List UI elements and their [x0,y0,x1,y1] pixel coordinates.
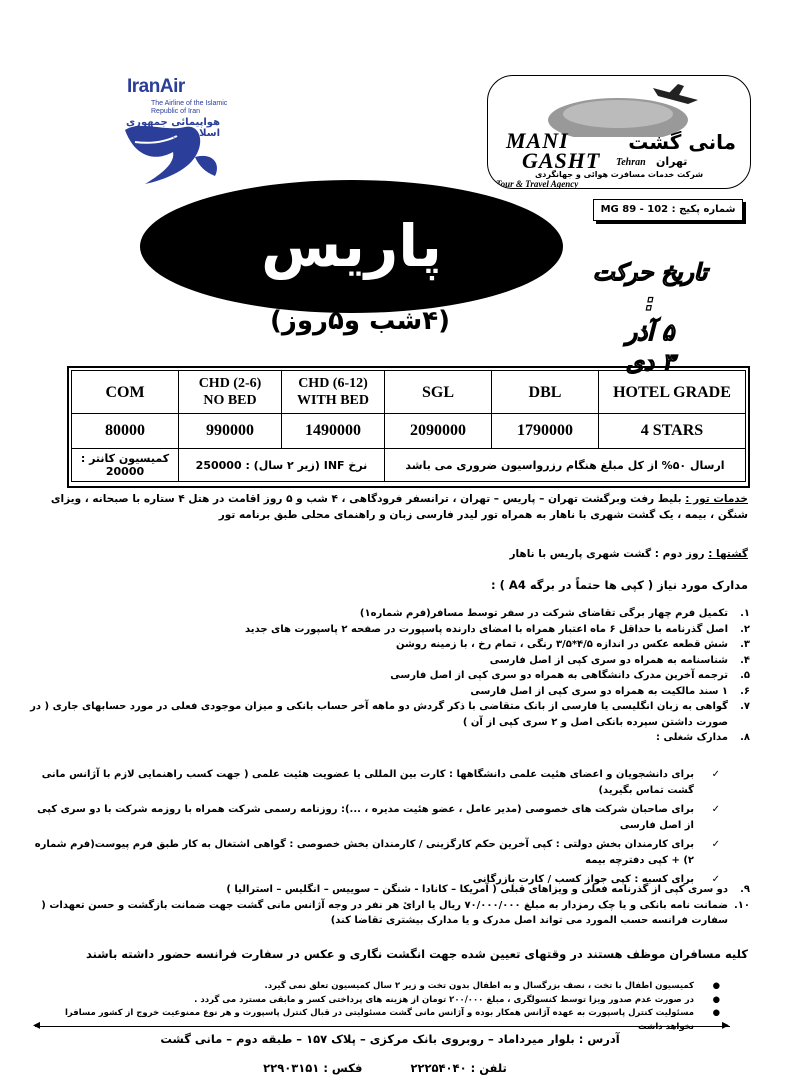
agency-subtitle: شرکت خدمات مسافرت هوائی و جهانگردی [534,170,704,179]
value-chd-withbed: 1490000 [282,414,385,449]
doc-text: شناسنامه به همراه دو سری کپی از اصل فارسی [489,654,728,666]
doc-text: تکمیل فرم چهار برگی تقاضای شرکت در سفر توسط مسافر(فرم شماره۱) [359,608,728,619]
duration: (۴شب و۵روز) [270,306,450,336]
departure-date-2: ۳ دی [625,350,675,376]
job-docs-list [30,767,720,888]
title-oval [140,180,563,313]
doc-item-10 [30,898,750,929]
tours-text: روز دوم : گشت شهری پاریس با ناهار [509,548,709,560]
rule-item-2 [40,994,720,1008]
footer-fax: فکس : ۲۲۹۰۳۱۵۱ [263,1061,363,1075]
header-sgl: SGL [385,371,492,414]
departure-date-1: ۵ آذر [625,320,675,346]
services-label: خدمات تور : [685,493,748,505]
doc-item-8 [30,730,750,746]
doc-item-3 [30,637,750,653]
agency-name-2: GASHT [522,148,601,173]
doc-text: ۱ سند مالکیت به همراه دو سری کپی از اصل فارسی [470,685,728,697]
doc-item-7 [30,699,750,730]
price-notes-row [72,449,746,482]
note-deposit: ارسال ۵۰% از کل مبلغ هنگام رزرواسیون ضروری می باشد [385,449,746,482]
services-text: بلیط رفت وبرگشت تهران – پاریس – تهران ، ترانسفر فرودگاهی ، ۴ شب و ۵ روز اقامت در هتل ۴ ستاره با صبحانه ، ویزای شنگن ، بیمه ، یک گشت شهری با ناهار به همراه تور لیدر فارسی زبان و راهنمای محلی طبق برنامه تور [50,493,748,521]
check-icon: ✓ [711,839,720,850]
agency-english: Tour & Travel Agency [496,179,579,189]
iranair-tagline: The Airline of the Islamic Republic of Iran [151,100,228,115]
rule-item-1 [40,980,720,994]
header-hotel-grade: HOTEL GRADE [599,371,746,414]
doc-num: ۸. [740,732,750,743]
price-table [67,366,750,488]
doc-text: مدارک شغلی : [655,732,728,743]
doc-item-1 [30,606,750,622]
check-icon: ✓ [711,769,720,780]
job-doc-text: برای صاحبان شرکت های خصوصی (مدیر عامل ، عضو هئیت مدیره ، ...): روزنامه رسمی شرکت همراه با روزمه شرکت با دو سری کپی از اصل فارسی [37,804,694,831]
footer-contact [260,1060,510,1076]
value-com: 80000 [72,414,179,449]
doc-text: دو سری کپی از گذرنامه فعلی و ویزاهای قبلی ( آمریکا – کانادا - شنگن – سوییس – انگلیس – استرالیا ) [226,884,728,895]
doc-item-2 [30,622,750,638]
docs-list-more [30,882,750,929]
price-header-row [72,371,746,414]
bullet-icon: ● [712,1008,720,1018]
agency-name-fa: مانی گشت [628,130,736,154]
doc-num: ۱. [740,608,750,619]
docs-title: مدارک مورد نیاز ( کپی ها حتماً در برگه A4 ) : [491,578,748,592]
note-infant: نرخ INF (زیر ۲ سال) : 250000 [179,449,385,482]
doc-text: گواهی به زبان انگلیسی یا فارسی از بانک متقاضی با ذکر گردش دو ماهه آخر حساب بانکی و میزان موجودی فعلی در مورد حسابهای جاری ( در صورت داشتن سپرده بانکی اصل و ۲ سری کپی از آن ) [30,701,728,728]
header-dbl: DBL [492,371,599,414]
footer-phone: تلفن : ۲۲۲۵۴۰۴۰ [410,1061,507,1075]
doc-item-4 [30,653,750,669]
services [40,491,748,523]
departure-dates [585,258,715,378]
footer-divider [35,1026,730,1027]
iranair-fa: هواپیمائی جمهوری اسلامی ایران [126,117,220,139]
doc-text: شش قطعه عکس در اندازه ۴/۵*۳/۵ رنگی ، تمام رخ ، با زمینه روشن [396,639,728,650]
doc-num: ۱۰. [733,899,750,911]
doc-num: ۷. [740,701,750,712]
job-doc-item-2 [30,802,720,833]
bullet-icon: ● [712,994,720,1005]
rule-text: مسئولیت کنترل پاسپورت به عهده آژانس همکار بوده و آژانس مانی گشت مسئولیتی در قبال کنترل پاسپورت و هر نوع ممنوعیت خروج از کشور مسافرا نخواهد داشت [64,1008,694,1032]
footer-address: آدرس : بلوار میرداماد – روبروی بانک مرکزی – پلاک ۱۵۷ – طبقه دوم – مانی گشت [160,1032,620,1046]
value-dbl: 1790000 [492,414,599,449]
price-value-row [72,414,746,449]
doc-num: ۳. [740,639,750,650]
divider-right-arrow-icon: ▸ [722,1017,730,1033]
iranair-logo [95,72,265,192]
fingerprint-notice: کلیه مسافران موظف هستند در وقتهای تعیین شده جهت انگشت نگاری و عکس در سفارت فرانسه حضور داشته باشند [86,947,748,961]
job-doc-text: برای کارمندان بخش دولتی : کپی آخرین حکم کارگزینی / کارمندان بخش خصوصی : گواهی اشتغال به کار طبق فرم پیوست(فرم شماره ۲) + کپی دفترچه بیمه [34,839,694,866]
doc-item-6 [30,684,750,700]
iranair-brand: IranAir [127,76,185,97]
doc-num: ۲. [740,623,750,635]
job-doc-text: برای کسبه : کپی جواز کسب / کارت بازرگانی [472,874,694,885]
doc-num: ۶. [740,685,750,697]
departure-label: تاریخ حرکت : [592,260,708,316]
rule-item-3 [40,1007,720,1034]
job-doc-text: برای دانشجویان و اعضای هئیت علمی دانشگاهها : کارت بین المللی یا عضویت هئیت علمی ( جهت کسب راهنمایی لازم با آژانس مانی گشت تماس بگیرید) [41,769,694,796]
doc-item-9 [30,882,750,898]
check-icon: ✓ [711,874,720,885]
check-icon: ✓ [711,804,720,815]
header-chd-nobed: CHD (2-6) NO BED [179,371,282,414]
doc-item-5 [30,668,750,684]
header-chd-withbed: CHD (6-12) WITH BED [282,371,385,414]
bullet-icon: ● [712,981,720,991]
doc-text: ترجمه آخرین مدرک دانشگاهی به همراه دو سری کپی از اصل فارسی [390,670,728,681]
tours [40,546,748,562]
package-number: شماره پکیج : MG 89 - 102 [593,199,743,221]
job-doc-item-1 [30,767,720,798]
agency-logo [487,75,751,189]
agency-name-1: MANI [506,128,569,153]
destination-title: پاریس [261,212,442,280]
job-doc-item-3 [30,837,720,868]
doc-text: ضمانت نامه بانکی و یا چک رمزدار به مبلغ ۷۰/۰۰۰/۰۰۰ ریال یا ارائ هر نفر در وجه آژانس مانی گشت جهت ضمانت بازگشت و حسن تعهدات ( سفارت فرانسه حسب المورد می تواند اصل مدرک و یا مدارک بیشتری تقاضا کند) [41,899,728,926]
docs-list [30,606,750,746]
value-chd-nobed: 990000 [179,414,282,449]
doc-num: ۵. [740,670,750,681]
rule-text: در صورت عدم صدور ویزا توسط کنسولگری ، مبلغ ۲۰۰/۰۰۰ تومان از هزینه های پرداختی کسر و مابقی مسترد می گردد . [194,994,694,1005]
doc-num: ۴. [740,654,750,666]
value-hotel-grade: 4 STARS [599,414,746,449]
doc-num: ۹. [740,884,750,895]
note-commission: کمیسیون کانتر : 20000 [72,449,179,482]
agency-city: Tehran [616,157,646,168]
rule-text: کمیسیون اطفال با تخت ، نصف بزرگسال و به اطفال بدون تخت و زیر ۲ سال کمیسیون تعلق نمی گیرد. [264,981,694,991]
header-com: COM [72,371,179,414]
tours-label: گشتها : [708,548,748,560]
value-sgl: 2090000 [385,414,492,449]
doc-text: اصل گذرنامه با حداقل ۶ ماه اعتبار همراه با امضای دارنده پاسپورت در صفحه ۲ پاسپورت های جدید [245,623,728,635]
divider-left-arrow-icon: ◂ [33,1017,41,1033]
agency-city-fa: تهران [656,155,688,168]
